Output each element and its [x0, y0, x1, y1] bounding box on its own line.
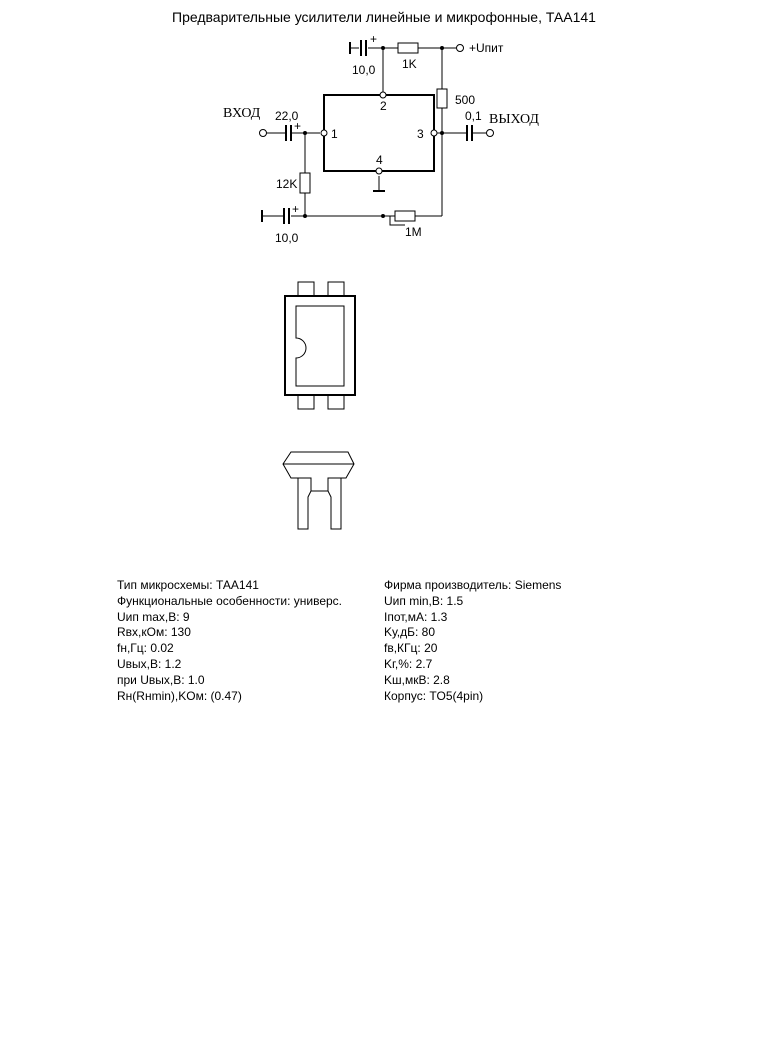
spec-current: Iпот,мА: 1.3 — [384, 609, 448, 624]
spec-supply-max: Uип max,B: 9 — [117, 609, 190, 624]
page-title: Предварительные усилители линейные и микрофонные, ТАА141 — [172, 9, 596, 25]
specs-right-column — [384, 578, 561, 704]
r-right-value: 500 — [455, 93, 476, 107]
c-bottom-value: 10,0 — [275, 231, 299, 245]
specs-left-column — [117, 578, 342, 704]
pin-1-label: 1 — [331, 127, 338, 141]
spec-distortion: Kг,%: 2.7 — [384, 656, 433, 671]
package-top-view — [285, 282, 355, 409]
spec-load-resistance: Rн(Rнmin),KOм: (0.47) — [117, 688, 242, 703]
spec-manufacturer: Фирма производитель: Siemens — [384, 578, 562, 592]
c-in-value: 22,0 — [275, 109, 299, 123]
spec-low-frequency: fн,Гц: 0.02 — [117, 641, 174, 656]
spec-features: Функциональные особенности: универс. — [117, 593, 343, 608]
spec-input-resistance: Rвх,кОм: 130 — [117, 625, 191, 640]
c-top-value: 10,0 — [352, 63, 376, 77]
r-left-value: 12K — [276, 177, 298, 191]
c-out-value: 0,1 — [465, 109, 482, 123]
r-pot-value: 1M — [405, 225, 422, 239]
spec-chip-type: Тип микросхемы: ТАА141 — [117, 578, 259, 592]
package-side-view — [283, 452, 354, 529]
pin-4-label: 4 — [376, 153, 383, 167]
spec-high-frequency: fв,КГц: 20 — [384, 641, 438, 656]
pin-2-label: 2 — [380, 99, 387, 113]
r-top-value: 1K — [402, 57, 417, 71]
spec-output-voltage: Uвых,B: 1.2 — [117, 656, 182, 671]
spec-gain: Kу,дБ: 80 — [384, 625, 436, 640]
spec-package: Корпус: TO5(4pin) — [384, 688, 484, 703]
pin-3-label: 3 — [417, 127, 424, 141]
output-label: ВЫХОД — [489, 112, 539, 127]
c-bottom-plus: + — [292, 202, 300, 216]
spec-at-output-voltage: при Uвых,B: 1.0 — [117, 672, 205, 687]
c-top-plus: + — [370, 32, 378, 46]
supply-label: +Uпит — [469, 41, 504, 55]
c-in-plus: + — [294, 119, 302, 133]
input-label: ВХОД — [223, 106, 261, 121]
spec-noise: Kш,мкВ: 2.8 — [384, 672, 450, 687]
spec-supply-min: Uип min,B: 1.5 — [384, 593, 464, 608]
